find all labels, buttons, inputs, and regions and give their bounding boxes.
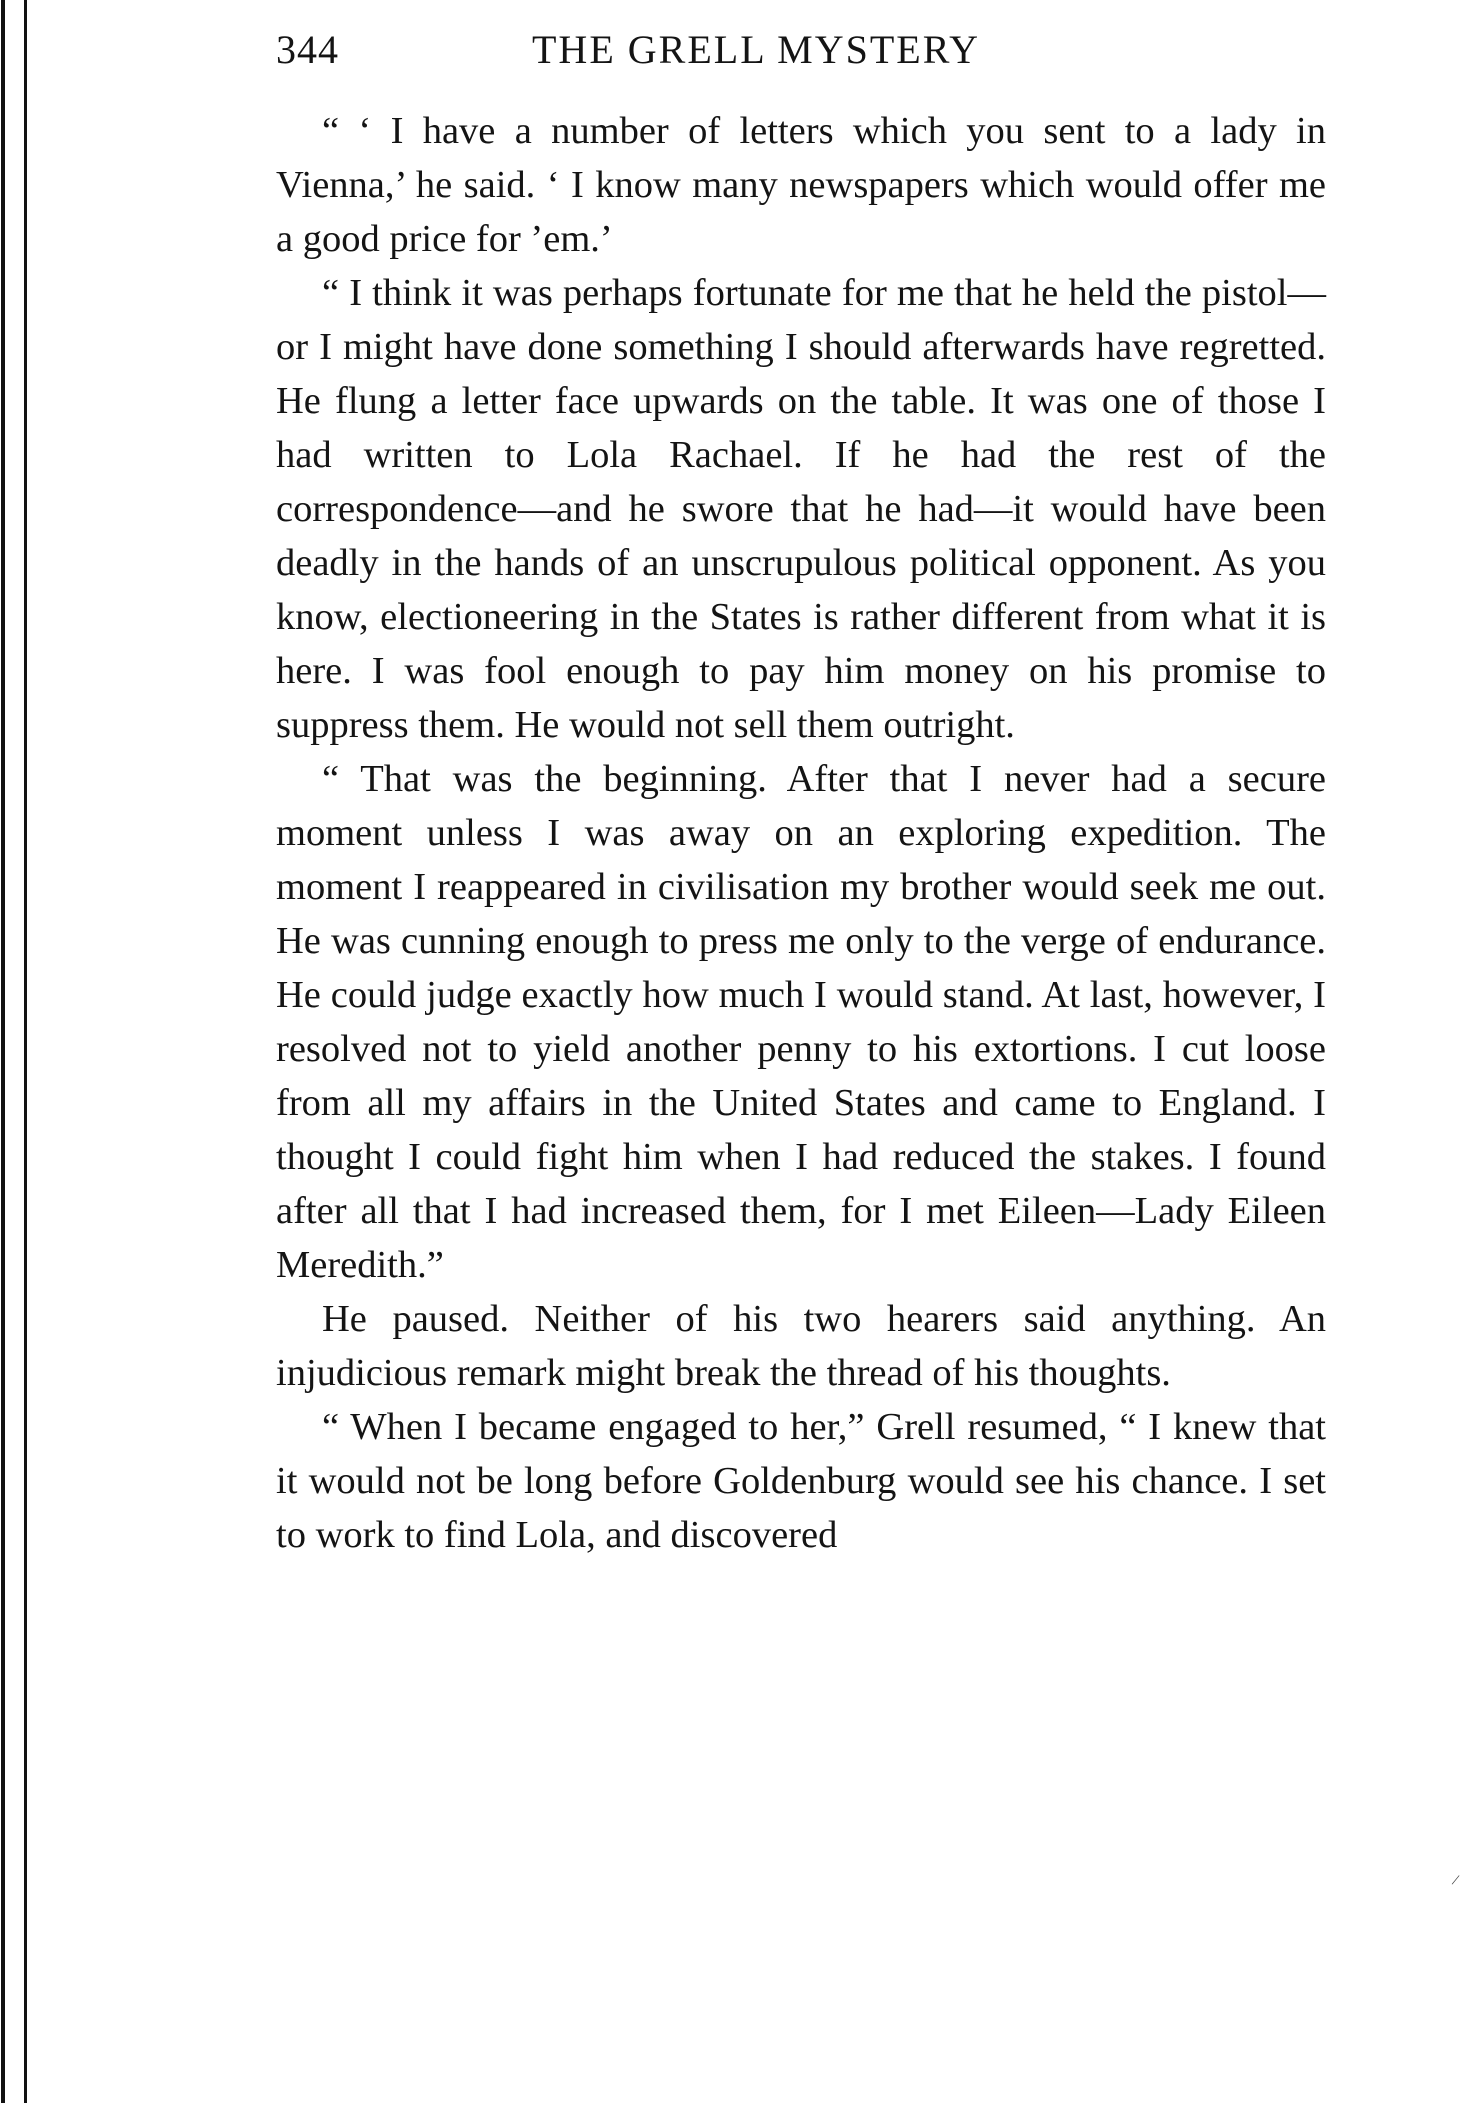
paragraph: “ That was the beginning. After that I never had a secure moment unless I was away on an exploring expedition. The moment I reappeared in civilisation my brother would seek me out. He was cunning enough to press me only to the verge of endurance. He could judge exactly how much I would stand. At last, however, I resolved not to yield another penny to his extortions. I cut loose from all my affairs in the United States and came to England. I thought I could fight him when I had reduced the stakes. I found after all that I had increased them, for I met Eileen—Lady Eileen Meredith.” <box>276 758 1326 1286</box>
paragraph: “ When I became engaged to her,” Grell resumed, “ I knew that it would not be long before Goldenburg would see his chance. I set to work to find Lola, and discovered <box>276 1406 1326 1556</box>
paragraph: He paused. Neither of his two hearers said anything. An injudicious remark might break the thread of his thoughts. <box>276 1298 1326 1394</box>
page-number: 344 <box>276 27 339 72</box>
paragraph: “ ‘ I have a number of letters which you sent to a lady in Vienna,’ he said. ‘ I know many newspapers which would offer me a good price for ’em.’ <box>276 110 1326 260</box>
margin-mark: / <box>1450 1871 1461 1890</box>
binding-edge-line <box>24 0 27 2103</box>
body-text <box>276 104 1326 1562</box>
running-head <box>276 20 1326 84</box>
book-title: THE GRELL MYSTERY <box>532 27 981 72</box>
binding-edge-line <box>1 0 5 2103</box>
book-page <box>276 20 1326 1562</box>
paragraph: “ I think it was perhaps fortunate for me that he held the pistol—or I might have done something I should afterwards have regretted. He flung a letter face upwards on the table. It was one of those I had written to Lola Rachael. If he had the rest of the correspondence—and he swore that he had—it would have been deadly in the hands of an unscrupulous political opponent. As you know, electioneering in the States is rather different from what it is here. I was fool enough to pay him money on his promise to suppress them. He would not sell them outright. <box>276 272 1326 746</box>
